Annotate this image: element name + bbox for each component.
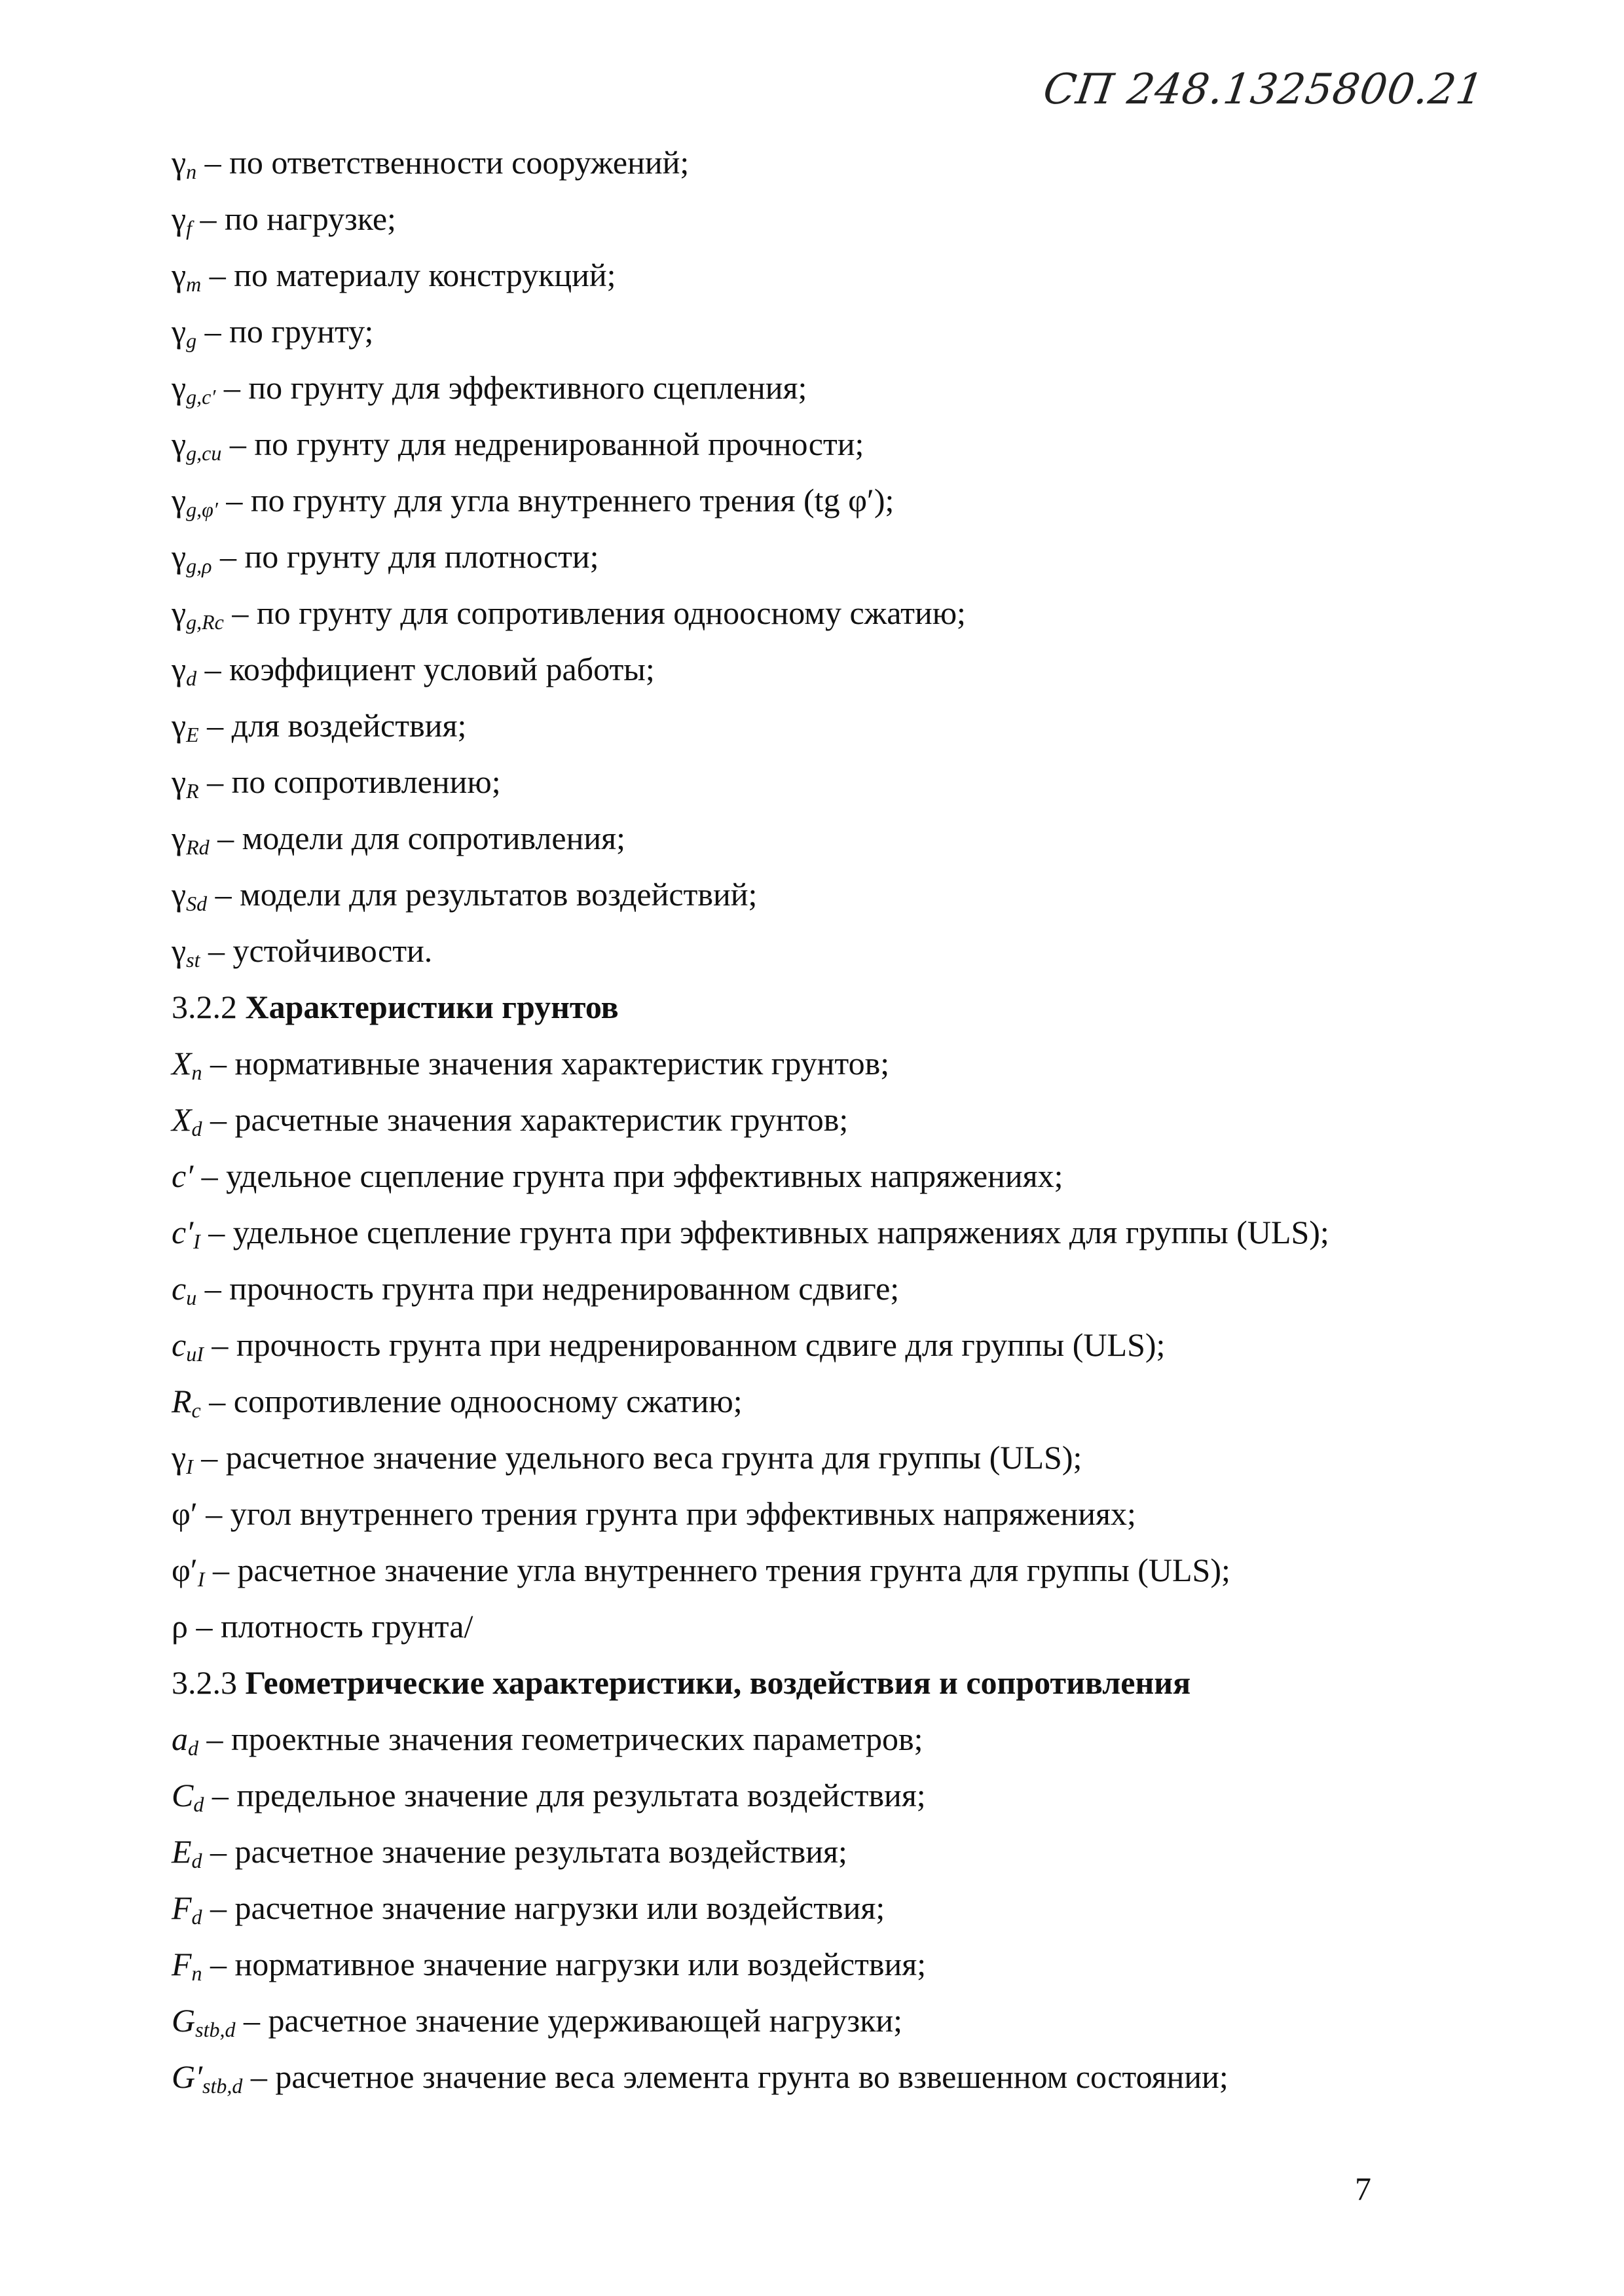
- symbol-base: γ: [172, 876, 187, 913]
- symbol-base: γ: [172, 594, 187, 631]
- symbol-description: – расчетное значение веса элемента грунта во взвешенном состоянии;: [242, 2058, 1228, 2095]
- symbol-subscript: g,φ′: [186, 498, 218, 521]
- symbol-description: – нормативные значения характеристик грунтов;: [202, 1045, 890, 1082]
- symbol-subscript: Rd: [186, 835, 210, 859]
- symbol-base: γ: [172, 707, 187, 744]
- symbol-definition: [172, 1711, 1481, 1767]
- handwritten-document-code: СП 248.1325800.21: [1040, 65, 1487, 114]
- symbol: [172, 426, 222, 465]
- symbol-description: – удельное сцепление грунта при эффективных напряжениях;: [193, 1157, 1063, 1194]
- symbol-base: F: [172, 1946, 192, 1982]
- symbol-subscript: g,c′: [186, 385, 216, 409]
- symbol: [172, 1889, 202, 1929]
- symbol: [172, 932, 200, 972]
- symbol-base: E: [172, 1833, 192, 1870]
- symbol-description: – по грунту для угла внутреннего трения (tg φ′);: [217, 482, 895, 519]
- symbol-definition: [172, 1204, 1481, 1260]
- symbol: [172, 1157, 193, 1194]
- symbol: [172, 2002, 235, 2039]
- symbol-base: γ: [172, 932, 187, 969]
- symbol-base: G′: [172, 2058, 203, 2095]
- symbol-definition: [172, 866, 1481, 922]
- symbol-description: – плотность грунта/: [187, 1608, 473, 1645]
- symbol-subscript: I: [186, 1455, 193, 1478]
- symbol-subscript: f: [186, 216, 192, 240]
- symbol-base: γ: [172, 482, 187, 519]
- section-title: Характеристики грунтов: [245, 989, 619, 1025]
- symbol-definition: [172, 1317, 1481, 1373]
- symbol-description: – проектные значения геометрических параметров;: [198, 1721, 923, 1757]
- symbol-subscript: I: [197, 1567, 205, 1591]
- section-heading: [172, 1654, 1481, 1711]
- symbol-base: c′: [172, 1157, 194, 1194]
- symbol-description: – удельное сцепление грунта при эффективных напряжениях для группы (ULS);: [200, 1214, 1329, 1250]
- symbol-base: γ: [172, 820, 187, 856]
- symbol-subscript: m: [186, 272, 202, 296]
- symbol: [172, 2058, 243, 2098]
- symbol-description: – расчетное значение результата воздействия;: [202, 1833, 847, 1870]
- symbol-definition: [172, 1992, 1481, 2049]
- page-number: 7: [1355, 2170, 1371, 2207]
- symbol: [172, 369, 216, 409]
- symbol-base: γ: [172, 257, 187, 293]
- symbol-base: γ: [172, 651, 187, 687]
- symbol-base: R: [172, 1383, 192, 1419]
- symbol-definition: [172, 359, 1481, 416]
- symbol-description: – прочность грунта при недренированном сдвиге;: [196, 1270, 900, 1307]
- symbol-description: – расчетные значения характеристик грунтов;: [202, 1101, 849, 1138]
- symbol-definition: [172, 416, 1481, 472]
- symbol: [172, 1777, 204, 1816]
- symbol-base: c: [172, 1326, 187, 1363]
- section-title: Геометрические характеристики, воздействия и сопротивления: [245, 1664, 1191, 1701]
- symbol-subscript: d: [191, 1849, 202, 1872]
- symbol-base: X: [172, 1101, 192, 1138]
- symbol-description: – угол внутреннего трения грунта при эффективных напряжениях;: [197, 1495, 1136, 1532]
- symbol-definition: [172, 754, 1481, 810]
- symbol-base: X: [172, 1045, 192, 1082]
- symbol-base: φ′: [172, 1552, 198, 1588]
- symbol-definition: [172, 1373, 1481, 1429]
- symbol-definition: [172, 1429, 1481, 1485]
- section-number: 3.2.3: [172, 1664, 246, 1701]
- symbol-description: – расчетное значение угла внутреннего трения грунта для группы (ULS);: [204, 1552, 1230, 1588]
- symbol-subscript: Sd: [186, 892, 208, 915]
- symbol-subscript: d: [191, 1117, 202, 1140]
- symbol-subscript: g,Rc: [186, 610, 224, 634]
- symbol-definition: [172, 472, 1481, 528]
- symbol: [172, 1721, 198, 1760]
- symbol-subscript: d: [186, 666, 197, 690]
- symbol: [172, 538, 212, 575]
- symbol-definition: [172, 585, 1481, 641]
- symbol-definition: [172, 1767, 1481, 1823]
- symbol-base: γ: [172, 1439, 187, 1476]
- section-heading: [172, 979, 1481, 1035]
- symbol-description: – предельное значение для результата воздействия;: [204, 1777, 926, 1813]
- symbol-definition: [172, 191, 1481, 247]
- symbol-base: G: [172, 2002, 196, 2039]
- symbol-description: – по грунту для недренированной прочности;: [221, 426, 864, 462]
- symbol-definition: [172, 1091, 1481, 1148]
- symbol-base: γ: [172, 763, 187, 800]
- symbol-base: c′: [172, 1214, 194, 1250]
- symbol: [172, 594, 224, 634]
- symbol-description: – модели для сопротивления;: [209, 820, 625, 856]
- symbol-subscript: I: [193, 1230, 200, 1253]
- symbol-description: – расчетное значение удерживающей нагрузки;: [235, 2002, 903, 2039]
- symbol-description: – по нагрузке;: [192, 200, 396, 237]
- symbol-base: c: [172, 1270, 187, 1307]
- symbol-base: F: [172, 1889, 192, 1926]
- symbol: [172, 820, 210, 859]
- symbol-definition: [172, 810, 1481, 866]
- symbol-definition: [172, 1260, 1481, 1317]
- symbol: [172, 1326, 204, 1366]
- symbol-description: – прочность грунта при недренированном сдвиге для группы (ULS);: [203, 1326, 1166, 1363]
- symbol-subscript: g,ρ: [186, 554, 212, 577]
- symbol: [172, 651, 197, 690]
- symbol: [172, 1439, 193, 1476]
- symbol-description: – для воздействия;: [198, 707, 467, 744]
- symbol-subscript: stb,d: [195, 2018, 236, 2041]
- symbol-base: γ: [172, 313, 187, 350]
- symbol-subscript: stb,d: [202, 2074, 243, 2098]
- symbol: [172, 1495, 198, 1532]
- symbol-subscript: g: [186, 329, 197, 352]
- symbol: [172, 1214, 200, 1253]
- symbol-subscript: E: [186, 723, 199, 746]
- symbol: [172, 482, 218, 519]
- symbol-definition: [172, 247, 1481, 303]
- symbol-definition: [172, 697, 1481, 754]
- symbol-base: γ: [172, 200, 187, 237]
- symbol: [172, 1101, 202, 1138]
- symbol-subscript: n: [191, 1961, 202, 1985]
- symbol-description: – по грунту для сопротивления одноосному сжатию;: [223, 594, 966, 631]
- symbol-description: – по грунту для эффективного сцепления;: [215, 369, 807, 406]
- symbol-description: – по ответственности сооружений;: [196, 144, 690, 181]
- symbol-definition: [172, 2049, 1481, 2105]
- symbol-definition: [172, 1880, 1481, 1936]
- symbols-list: [172, 134, 1481, 2105]
- symbol-definition: [172, 134, 1481, 191]
- symbol-subscript: st: [186, 948, 200, 972]
- symbol-definition: [172, 1035, 1481, 1091]
- symbol-base: γ: [172, 369, 187, 406]
- symbol-description: – по сопротивлению;: [198, 763, 501, 800]
- section-number: 3.2.2: [172, 989, 246, 1025]
- symbol: [172, 763, 199, 803]
- symbol-definition: [172, 641, 1481, 697]
- symbol-description: – модели для результатов воздействий;: [207, 876, 758, 913]
- symbol-definition: [172, 303, 1481, 359]
- symbol-subscript: c: [191, 1398, 201, 1422]
- symbol-subscript: n: [191, 1061, 202, 1084]
- symbol-description: – сопротивление одноосному сжатию;: [200, 1383, 743, 1419]
- symbol-description: – по материалу конструкций;: [201, 257, 616, 293]
- symbol: [172, 144, 196, 181]
- symbol-subscript: d: [193, 1793, 204, 1816]
- symbol-subscript: R: [186, 779, 199, 803]
- symbol-description: – коэффициент условий работы;: [196, 651, 655, 687]
- symbol-base: ρ: [172, 1608, 188, 1645]
- symbol-base: γ: [172, 144, 187, 181]
- symbol-definition: [172, 528, 1481, 585]
- symbol-definition: [172, 1148, 1481, 1204]
- symbol: [172, 1833, 202, 1870]
- symbol-subscript: g,cu: [186, 441, 222, 465]
- symbol-description: – устойчивости.: [200, 932, 433, 969]
- symbol-subscript: n: [186, 160, 197, 183]
- symbol: [172, 1383, 201, 1422]
- symbol: [172, 876, 207, 913]
- symbol-definition: [172, 1598, 1481, 1654]
- symbol-description: – нормативное значение нагрузки или воздействия;: [202, 1946, 927, 1982]
- symbol: [172, 200, 192, 240]
- symbol-subscript: u: [186, 1286, 197, 1309]
- symbol-base: φ′: [172, 1495, 198, 1532]
- symbol-base: γ: [172, 426, 187, 462]
- symbol-definition: [172, 1823, 1481, 1880]
- symbol-base: γ: [172, 538, 187, 575]
- symbol: [172, 313, 196, 350]
- symbol-description: – по грунту;: [196, 313, 374, 350]
- symbol: [172, 1946, 202, 1985]
- symbol: [172, 257, 202, 296]
- symbol: [172, 1608, 188, 1645]
- symbol-definition: [172, 1936, 1481, 1992]
- symbol: [172, 1552, 205, 1591]
- symbol: [172, 707, 199, 744]
- symbol-base: a: [172, 1721, 188, 1757]
- symbol-definition: [172, 1485, 1481, 1542]
- symbol: [172, 1270, 196, 1307]
- symbol-description: – расчетное значение нагрузки или воздействия;: [202, 1889, 885, 1926]
- symbol: [172, 1045, 202, 1082]
- symbol-subscript: d: [188, 1736, 198, 1760]
- symbol-description: – расчетное значение удельного веса грунта для группы (ULS);: [193, 1439, 1082, 1476]
- symbol-description: – по грунту для плотности;: [212, 538, 599, 575]
- symbol-subscript: uI: [186, 1342, 204, 1366]
- symbol-base: C: [172, 1777, 194, 1813]
- symbol-subscript: d: [191, 1905, 202, 1929]
- symbol-definition: [172, 922, 1481, 979]
- symbol-definition: [172, 1542, 1481, 1598]
